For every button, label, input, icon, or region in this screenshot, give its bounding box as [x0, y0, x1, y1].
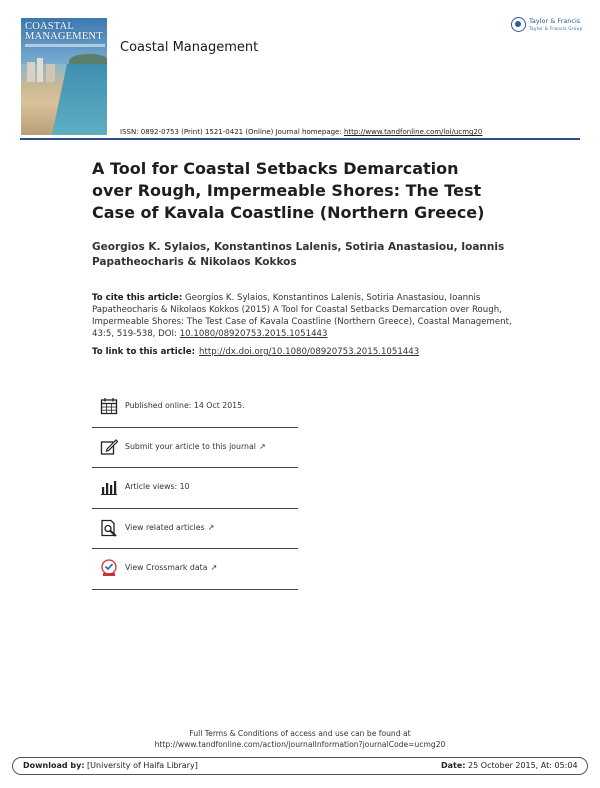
cover-subtitle-bar: [25, 44, 105, 47]
article-info-list: [92, 387, 298, 590]
download-date-label: Date:: [441, 761, 466, 770]
journal-cover-image: [21, 18, 107, 135]
submit-article-text[interactable]: Submit your article to this journal: [125, 441, 256, 451]
crossmark-text[interactable]: View Crossmark data: [125, 563, 208, 572]
article-link-block: [92, 346, 532, 358]
publisher-group: Taylor & Francis Group: [529, 26, 583, 31]
download-date: [441, 761, 578, 770]
cover-title: [25, 22, 105, 42]
published-online-row: [92, 387, 298, 428]
cover-building: [27, 62, 35, 82]
downloaded-by: [23, 761, 198, 770]
article-views-row: [92, 468, 298, 509]
cover-building: [46, 64, 55, 82]
downloaded-by-value: [University of Haifa Library]: [84, 761, 198, 770]
downloaded-by-label: Download by:: [23, 761, 85, 770]
article-views-label: Article views: 10: [125, 482, 190, 491]
crossmark-icon: [100, 559, 118, 577]
article-link-label: To link to this article:: [92, 347, 196, 357]
related-articles-text[interactable]: View related articles: [125, 522, 205, 532]
bar-chart-icon: [100, 478, 118, 496]
header-divider: [20, 138, 580, 140]
cover-sea: [51, 64, 107, 135]
published-online-label: Published online: 14 Oct 2015.: [125, 401, 245, 410]
external-link-icon: ↗: [207, 522, 215, 532]
submit-article-link[interactable]: [125, 442, 266, 451]
crossmark-link[interactable]: [125, 563, 217, 572]
edit-icon: [100, 438, 118, 456]
journal-homepage-link[interactable]: http://www.tandfonline.com/loi/ucmg20: [343, 128, 483, 136]
cover-title-line1: COASTAL: [25, 21, 74, 32]
article-authors: Georgios K. Sylaios, Konstantinos Lalenis, Sotiria Anastasiou, Ioannis Papatheocharis & Nikolaos Kokkos: [92, 241, 505, 268]
terms-line1: Full Terms & Conditions of access and use can be found at: [189, 729, 411, 738]
download-date-value: 25 October 2015, At: 05:04: [465, 761, 578, 770]
external-link-icon: ↗: [210, 563, 218, 572]
submit-article-row[interactable]: [92, 428, 298, 469]
citation-label: To cite this article:: [92, 293, 183, 303]
journal-name[interactable]: Coastal Management: [120, 40, 259, 55]
article-doi-url[interactable]: http://dx.doi.org/10.1080/08920753.2015.1051443: [199, 347, 420, 357]
related-articles-row[interactable]: [92, 509, 298, 550]
issn-text: ISSN: 0892-0753 (Print) 1521-0421 (Online) Journal homepage:: [120, 128, 344, 136]
cover-title-line2: MANAGEMENT: [25, 31, 103, 42]
download-info-bar: [12, 757, 588, 775]
publisher-logo-icon: [511, 17, 526, 32]
cover-building: [37, 58, 43, 82]
calendar-icon: [100, 397, 118, 415]
issn-line: [120, 128, 482, 136]
related-articles-link[interactable]: [125, 523, 214, 532]
citation-block: [92, 292, 512, 340]
publisher-name: Taylor & Francis: [529, 17, 581, 25]
article-title: A Tool for Coastal Setbacks Demarcation over Rough, Impermeable Shores: The Test Case of Kavala Coastline (Northern Greece): [92, 159, 485, 222]
citation-doi-link[interactable]: 10.1080/08920753.2015.1051443: [179, 329, 328, 339]
document-search-icon: [100, 519, 118, 537]
terms-url-link[interactable]: http://www.tandfonline.com/action/journalInformation?journalCode=ucmg20: [154, 740, 446, 749]
citation-text: Georgios K. Sylaios, Konstantinos Lalenis, Sotiria Anastasiou, Ioannis Papatheocharis & Nikolaos Kokkos (2015) A Tool for Coastal Setbacks Demarcation over Rough, Impermeable Shores: The Test Case of Kavala Coastline (Northern Greece), Coastal Management, 43:5, 519-538, DOI:: [92, 293, 512, 339]
external-link-icon: ↗: [258, 441, 266, 451]
crossmark-row[interactable]: [92, 549, 298, 590]
publisher-logo[interactable]: [511, 16, 583, 34]
terms-and-conditions: [0, 728, 600, 750]
